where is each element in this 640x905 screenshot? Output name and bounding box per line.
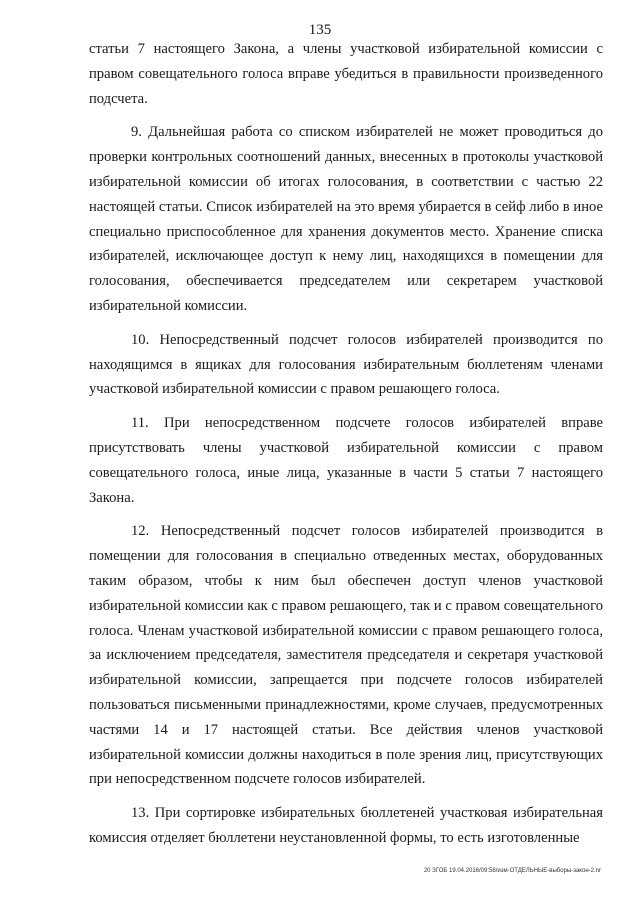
paragraph-10: 10. Непосредственный подсчет голосов избирателей производится по находящимся в ящиках для голосования избирательным бюллетеням членами участковой избирательной комиссии с правом решающего голоса. [89, 331, 603, 398]
page-number: 135 [308, 22, 332, 38]
paragraph-11: 11. При непосредственном подсчете голосов избирателей вправе присутствовать члены участковой избирательной комиссии с правом совещательного голоса, иные лица, указанные в части 5 статьи 7 настоящего Закона. [89, 415, 603, 506]
paragraph-9: 9. Дальнейшая работа со списком избирателей не может проводиться до проверки контрольных соотношений данных, внесенных в протоколы участковой избирательной комиссии об итогах голосования, в соответствии с частью 22 настоящей статьи. Список избирателей на это время убирается в сейф либо в иное специально приспособленное для хранения документов место. Хранение списка избирателей, исключающее доступ к нему лиц, находящихся в помещении для голосования, обеспечивается председателем или секретарем участковой избирательной комиссии. [89, 124, 603, 314]
paragraph-continuation: статьи 7 настоящего Закона, а члены участковой избирательной комиссии с правом совещательного голоса вправе убедиться в правильности произведенного подсчета. [89, 41, 603, 107]
document-body [89, 37, 603, 851]
paragraph-12: 12. Непосредственный подсчет голосов избирателей производится в помещении для голосования в специально отведенных местах, оборудованных таким образом, чтобы к ним был обеспечен доступ членов участковой избирательной комиссии как с правом решающего, так и с правом совещательного голоса. Членам участковой избирательной комиссии с правом решающего голоса, за исключением председателя, заместителя председателя и секретаря участковой избирательной комиссии, запрещается при подсчете голосов избирателей пользоваться письменными принадлежностями, кроме случаев, предусмотренных частями 14 и 17 настоящей статьи. Все действия членов участковой избирательной комиссии должны находиться в поле зрения лиц, присутствующих при непосредственном подсчете голосов избирателей. [89, 523, 603, 788]
paragraph-13: 13. При сортировке избирательных бюллетеней участковая избирательная комиссия отделяет бюллетени неустановленной формы, то есть изготовленные [89, 805, 603, 846]
document-footer: 20 ЗГОБ 19.04.2016/09:58/изм-ОТДЕЛЬНЫЕ-выборы-закон-2.nr [423, 868, 601, 874]
